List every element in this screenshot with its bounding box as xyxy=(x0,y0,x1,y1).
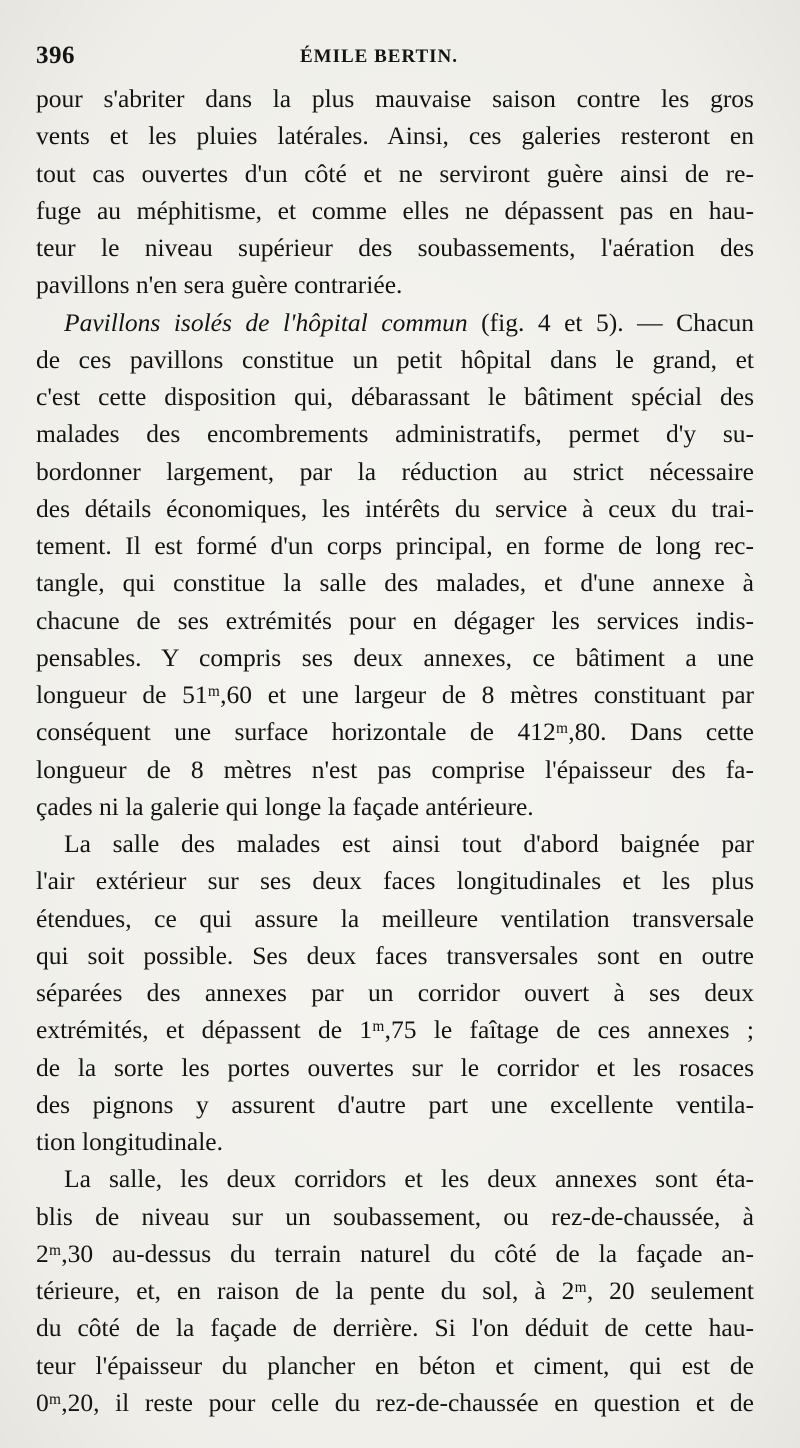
text-line: La salle des malades est ainsi tout d'abord baignée par xyxy=(64,829,754,858)
text-line: tangle, qui constitue la salle des malades, et d'une annexe à xyxy=(36,568,754,598)
text-line-lead xyxy=(36,304,754,341)
text-line: longueur de 51ᵐ,60 et une largeur de 8 mètres constituant par xyxy=(36,680,754,709)
text-line: l'air extérieur sur ses deux faces longitudinales et les plus xyxy=(36,866,754,896)
paragraph-2 xyxy=(36,304,754,826)
text-line: çades ni la galerie qui longe la façade antérieure. xyxy=(36,791,534,821)
body-text xyxy=(36,80,754,1421)
text-line: tion longitudinale. xyxy=(36,1127,223,1156)
text-line: qui soit possible. Ses deux faces transversales sont en outre xyxy=(36,940,754,970)
text-line: étendues, ce qui assure la meilleure ventilation transversale xyxy=(36,903,754,933)
text-line: conséquent une surface horizontale de 412ᵐ,80. Dans cette xyxy=(36,717,754,747)
text-line: blis de niveau sur un soubassement, ou rez-de-chaussée, à xyxy=(36,1201,754,1231)
page-header xyxy=(36,42,766,76)
text-line: pour s'abriter dans la plus mauvaise saison contre les gros xyxy=(36,84,754,113)
text-line: térieure, et, en raison de la pente du sol, à 2ᵐ, 20 seulement xyxy=(36,1276,754,1305)
text-line: teur le niveau supérieur des soubassements, l'aération des xyxy=(36,233,754,262)
text-line: pavillons n'en sera guère contrariée. xyxy=(36,270,403,300)
text-line: tement. Il est formé d'un corps principal, en forme de long rec- xyxy=(36,531,754,560)
text-line: du côté de la façade de derrière. Si l'on déduit de cette hau- xyxy=(36,1313,754,1343)
page-number: 396 xyxy=(36,42,75,69)
paragraph-4 xyxy=(36,1160,754,1421)
text-line: fuge au méphitisme, et comme elles ne dépassent pas en hau- xyxy=(36,195,754,225)
text-line: extrémités, et dépassent de 1ᵐ,75 le faîtage de ces annexes ; xyxy=(36,1015,754,1045)
text-line: 0ᵐ,20, il reste pour celle du rez-de-chaussée en question et de xyxy=(36,1387,754,1417)
text-line: bordonner largement, par la réduction au strict nécessaire xyxy=(36,456,754,486)
running-head: ÉMILE BERTIN. xyxy=(300,46,459,67)
text-line: de ces pavillons constitue un petit hôpital dans le grand, et xyxy=(36,344,754,374)
section-heading-italic: Pavillons isolés de l'hôpital commun xyxy=(64,307,468,337)
text-line: des détails économiques, les intérêts du service à ceux du trai- xyxy=(36,493,754,523)
lead-rest: (fig. 4 et 5). — Chacun xyxy=(467,307,754,337)
text-line: séparées des annexes par un corridor ouvert à ses deux xyxy=(36,978,754,1007)
text-line: des pignons y assurent d'autre part une excellente ventila- xyxy=(36,1089,754,1119)
text-line: chacune de ses extrémités pour en dégager les services indis- xyxy=(36,605,754,635)
text-line: tout cas ouvertes d'un côté et ne serviront guère ainsi de re- xyxy=(36,158,754,188)
text-line: teur l'épaisseur du plancher en béton et ciment, qui est de xyxy=(36,1350,754,1380)
text-line: longueur de 8 mètres n'est pas comprise l'épaisseur des fa- xyxy=(36,754,754,784)
text-line: pensables. Y compris ses deux annexes, ce bâtiment a une xyxy=(36,642,754,672)
text-line: vents et les pluies latérales. Ainsi, ces galeries resteront en xyxy=(36,121,754,151)
text-line: malades des encombrements administratifs, permet d'y su- xyxy=(36,419,754,449)
paragraph-1 xyxy=(36,80,754,304)
paragraph-3 xyxy=(36,825,754,1160)
text-line: La salle, les deux corridors et les deux annexes sont éta- xyxy=(64,1164,754,1194)
text-line: c'est cette disposition qui, débarassant le bâtiment spécial des xyxy=(36,382,754,411)
text-line: de la sorte les portes ouvertes sur le corridor et les rosaces xyxy=(36,1052,754,1082)
text-line: 2ᵐ,30 au-dessus du terrain naturel du côté de la façade an- xyxy=(36,1238,754,1268)
